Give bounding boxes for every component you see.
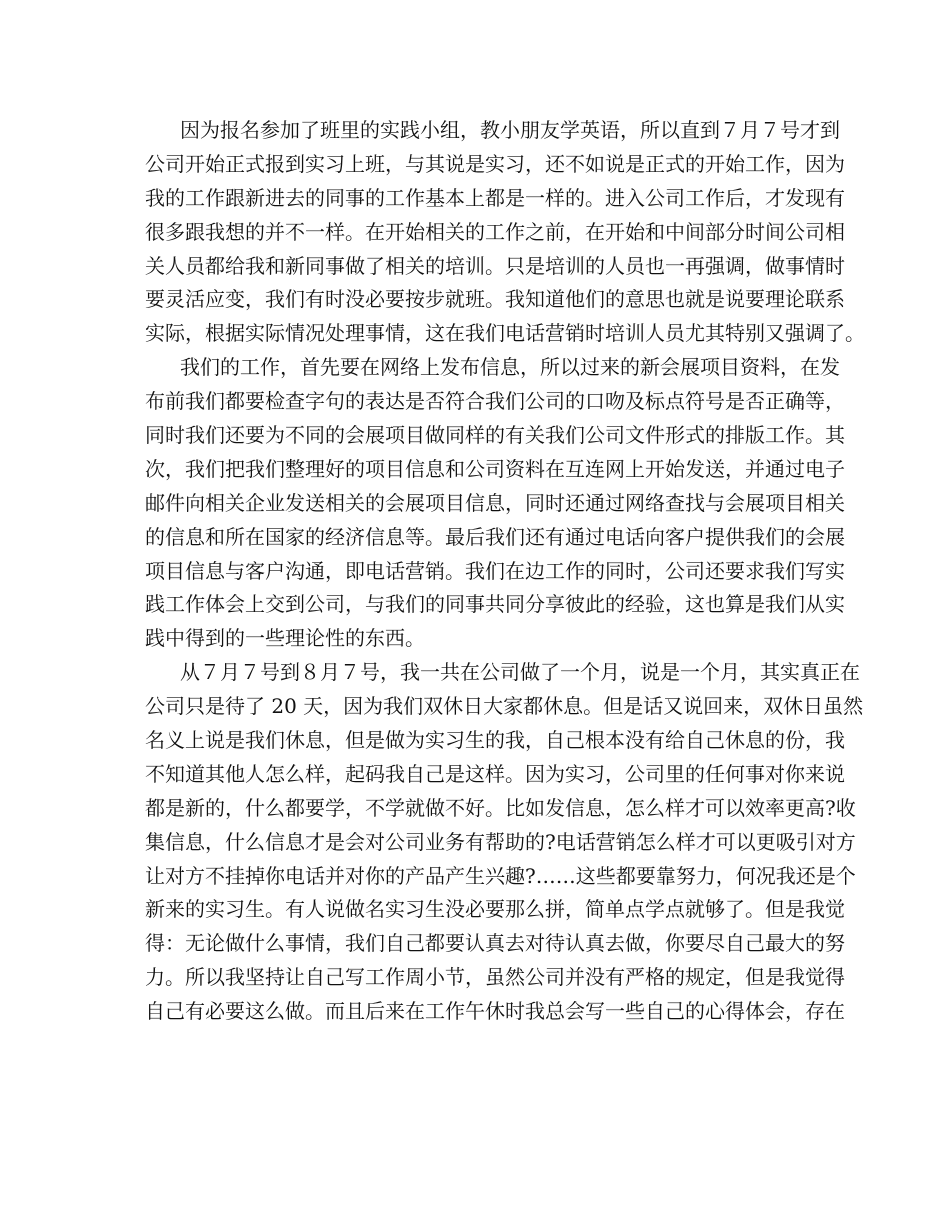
text-line: 我的工作跟新进去的同事的工作基本上都是一样的。进入公司工作后，才发现有 xyxy=(145,185,845,210)
text-line: 新来的实习生。有人说做名实习生没必要那么拼，简单点学点就够了。但是我觉 xyxy=(145,897,845,922)
document-body xyxy=(145,114,865,1029)
paragraph-3 xyxy=(145,656,864,1029)
text-line: 的信息和所在国家的经济信息等。最后我们还有通过电话向客户提供我们的会展 xyxy=(145,524,845,549)
text-line: 同时我们还要为不同的会展项目做同样的有关我们公司文件形式的排版工作。其 xyxy=(145,423,845,448)
text-line: 项目信息与客户沟通，即电话营销。我们在边工作的同时，公司还要求我们写实 xyxy=(145,558,845,583)
text-line: 实际，根据实际情况处理事情，这在我们电话营销时培训人员尤其特别又强调了。 xyxy=(145,321,865,346)
paragraph-2 xyxy=(145,351,845,656)
text-line: 从７月７号到８月７号，我一共在公司做了一个月，说是一个月，其实真正在 xyxy=(180,660,860,685)
text-line: 践中得到的一些理论性的东西。 xyxy=(145,626,425,651)
text-line: 我们的工作，首先要在网络上发布信息，所以过来的新会展项目资料，在发 xyxy=(180,355,840,380)
text-line: 不知道其他人怎么样，起码我自己是这样。因为实习，公司里的任何事对你来说 xyxy=(145,761,845,786)
text-line: 都是新的，什么都要学，不学就做不好。比如发信息，怎么样才可以效率更高?收 xyxy=(145,795,856,820)
text-line: 自己有必要这么做。而且后来在工作午休时我总会写一些自己的心得体会，存在 xyxy=(145,999,845,1024)
text-line: 很多跟我想的并不一样。在开始相关的工作之前，在开始和中间部分时间公司相 xyxy=(145,219,845,244)
text-line: 得：无论做什么事情，我们自己都要认真去对待认真去做，你要尽自己最大的努 xyxy=(145,931,845,956)
text-line: 名义上说是我们休息，但是做为实习生的我，自己根本没有给自己休息的份，我 xyxy=(145,728,845,753)
text-line: 力。所以我坚持让自己写工作周小节，虽然公司并没有严格的规定，但是我觉得 xyxy=(145,965,845,990)
text-line: 让对方不挂掉你电话并对你的产品产生兴趣?……这些都要靠努力，何况我还是个 xyxy=(145,863,856,888)
text-line: 践工作体会上交到公司，与我们的同事共同分享彼此的经验，这也算是我们从实 xyxy=(145,592,845,617)
text-line: 公司开始正式报到实习上班，与其说是实习，还不如说是正式的开始工作，因为 xyxy=(145,151,845,176)
text-line: 邮件向相关企业发送相关的会展项目信息，同时还通过网络查找与会展项目相关 xyxy=(145,490,845,515)
text-line: 公司只是待了 20 天，因为我们双休日大家都休息。但是话又说回来，双休日虽然 xyxy=(145,694,864,719)
text-line: 因为报名参加了班里的实践小组，教小朋友学英语，所以直到７月７号才到 xyxy=(180,118,840,142)
text-line: 次，我们把我们整理好的项目信息和公司资料在互连网上开始发送，并通过电子 xyxy=(145,456,845,481)
paragraph-1 xyxy=(145,114,865,351)
text-line: 关人员都给我和新同事做了相关的培训。只是培训的人员也一再强调，做事情时 xyxy=(145,253,845,278)
text-line: 要灵活应变，我们有时没必要按步就班。我知道他们的意思也就是说要理论联系 xyxy=(145,287,845,312)
text-line: 布前我们都要检查字句的表达是否符合我们公司的口吻及标点符号是否正确等， xyxy=(145,389,845,414)
text-line: 集信息，什么信息才是会对公司业务有帮助的?电话营销怎么样才可以更吸引对方 xyxy=(145,829,856,854)
